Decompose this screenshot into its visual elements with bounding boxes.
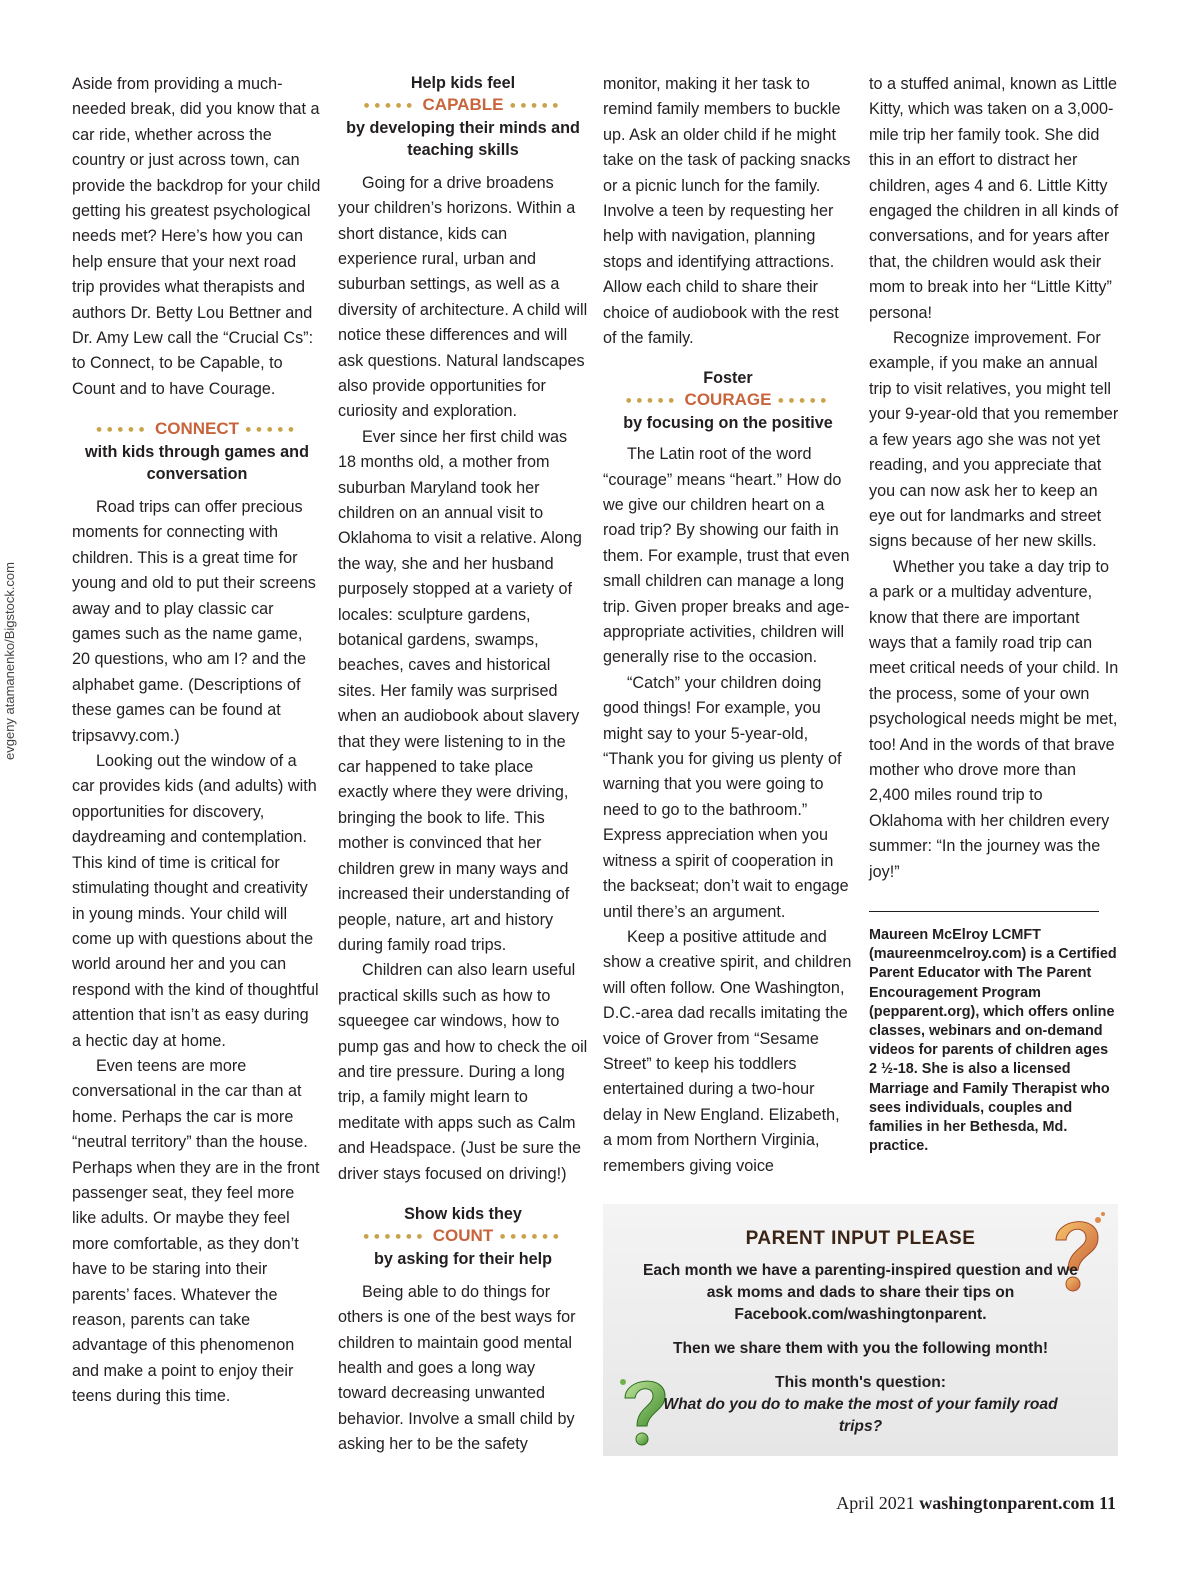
body-paragraph: Whether you take a day trip to a park or a multiday adventure, know that there are important ways that a family road trip can meet critical needs of your child. In the process, some of your own psychological needs might be met, too! And in the words of that brave mother who drove more than 2,400 miles round trip to Oklahoma with her children every summer: “In the journey was the joy!” xyxy=(869,557,1119,881)
body-paragraph: Keep a positive attitude and show a creative spirit, and children will often follow. One Washington, D.C.-area dad recalls imitating the voice of Grover from “Sesame Street” to keep his toddlers entertained during a two-hour delay in New England. Elizabeth, a mom from Northern Virginia, remembers giving voice xyxy=(603,927,852,1175)
heading-subtitle: by focusing on the positive xyxy=(623,414,833,433)
question-label: This month's question: xyxy=(775,1374,946,1391)
box-body xyxy=(643,1260,1078,1438)
body-paragraph: Being able to do things for others is one of the best ways for children to maintain good mental health and goes a long way toward decreasing unwanted behavior. Involve a small child by asking her to be the safety xyxy=(338,1282,576,1454)
box-followup: Then we share them with you the following month! xyxy=(672,1340,1049,1357)
site-name: washingtonparent.com xyxy=(919,1493,1095,1513)
heading-keyword: CONNECT xyxy=(154,419,240,439)
dots-divider: ●●●●● xyxy=(363,99,417,112)
body-paragraph: Going for a drive broadens your children’s horizons. Within a short distance, kids can experience rural, urban and suburban settings, as well as a diversity of architecture. A child will notice these differences and will ask questions. Natural landscapes also provide opportunities for curiosity and exploration. xyxy=(338,173,588,421)
column-4 xyxy=(869,72,1119,1156)
box-intro: Each month we have a parenting-inspired question and we ask moms and dads to share their tips on Facebook.com/washingtonparent. xyxy=(643,1262,1078,1323)
author-bio xyxy=(869,926,1119,1156)
photo-credit-text: evgeny atamanenko/Bigstock.com xyxy=(2,562,17,760)
heading-pretitle: Foster xyxy=(703,369,753,388)
body-paragraph: Children can also learn useful practical skills such as how to squeegee car windows, how to pump gas and how to check the oil and tire pressure. During a long trip, a family might learn to meditate with apps such as Calm and Headspace. (Just be sure the driver stays focused on driving!) xyxy=(338,961,588,1183)
dots-divider: ●●●●●● xyxy=(499,1230,564,1243)
body-paragraph: “Catch” your children doing good things! For example, you might say to your 5-year-old, “Thank you for giving us plenty of warning that you were going to need to go to the bathroom.” Express appreciation when you witness a spirit of cooperation in the backseat; don’t wait to engage until there’s an argument. xyxy=(603,673,849,921)
section-heading-capable xyxy=(338,72,588,161)
author-bio-text: Maureen McElroy LCMFT (maureenmcelroy.com) is a Certified Parent Educator with The Parent Encouragement Program (pepparent.org), which offers online classes, webinars and on-demand videos for parents of children ages 2 ½-18. She is also a licensed Marriage and Family Therapist who sees individuals, couples and families in her Bethesda, Md. practice. xyxy=(869,927,1117,1155)
parent-input-box xyxy=(603,1204,1118,1456)
column-1 xyxy=(72,72,322,1410)
dots-divider: ●●●●● xyxy=(625,395,679,408)
dots-divider: ●●●●● xyxy=(777,395,831,408)
body-paragraph: Ever since her first child was 18 months old, a mother from suburban Maryland took her children on an annual visit to Oklahoma to visit a relative. Along the way, she and her husband purposely stopped at a variety of locales: sculpture gardens, botanical gardens, swamps, beaches, caves and historical sites. Her family was surprised when an audiobook about slavery that they were listening to in the car happened to take place exactly where they were driving, bringing the book to life. This mother is convinced that her children grew in many ways and increased their understanding of people, nature, art and history during family road trips. xyxy=(338,427,582,954)
column-3 xyxy=(603,72,853,1179)
body-paragraph: Road trips can offer precious moments for connecting with children. This is a great time for young and old to put their screens away and to play classic car games such as the name game, 20 questions, who am I? and the alphabet game. (Descriptions of these games can be found at tripsavvy.com.) xyxy=(72,498,316,745)
section-heading-count xyxy=(338,1203,588,1270)
issue-date: April 2021 xyxy=(836,1493,915,1513)
intro-paragraph: Aside from providing a much-needed break, did you know that a car ride, whether across the country or just across town, can provide the backdrop for your child getting his greatest psychological needs met? Here’s how you can help ensure that your next road trip provides what therapists and authors Dr. Betty Lou Bettner and Dr. Amy Lew call the “Crucial Cs”: to Connect, to be Capable, to Count and to have Courage. xyxy=(72,75,321,398)
page-number: 11 xyxy=(1098,1493,1116,1513)
body-paragraph: The Latin root of the word “courage” means “heart.” How do we give our children heart on a road trip? By showing our faith in them. For example, trust that even small children can manage a long trip. Given proper breaks and age-appropriate activities, children will generally rise to the occasion. xyxy=(603,445,850,667)
divider-rule xyxy=(869,911,1099,912)
body-paragraph: monitor, making it her task to remind family members to buckle up. Ask an older child if he might take on the task of packing snacks or a picnic lunch for the family. Involve a teen by requesting her help with navigation, planning stops and identifying attractions. Allow each child to share their choice of audiobook with the rest of the family. xyxy=(603,75,851,348)
dots-divider: ●●●●● xyxy=(245,424,299,436)
page-footer xyxy=(836,1493,1116,1514)
heading-pretitle: Help kids feel xyxy=(410,74,516,92)
section-heading-courage xyxy=(603,367,853,434)
heading-keyword: CAPABLE xyxy=(422,95,504,114)
heading-keyword: COURAGE xyxy=(684,390,772,410)
dots-divider: ●●●●● xyxy=(509,99,563,112)
body-paragraph: to a stuffed animal, known as Little Kitty, which was taken on a 3,000-mile trip her family took. She did this in an effort to distract her children, ages 4 and 6. Little Kitty engaged the children in all kinds of conversations, and for years after that, the children would ask their mom to break into her “Little Kitty” persona! xyxy=(869,75,1119,322)
box-title: PARENT INPUT PLEASE xyxy=(745,1228,976,1249)
body-paragraph: Even teens are more conversational in the car than at home. Perhaps the car is more “neutral territory” than the house. Perhaps when they are in the front passenger seat, they feel more like adults. Or maybe they feel more comfortable, as they don’t have to be staring into their parents’ faces. Whatever the reason, parents can take advantage of this phenomenon and make a point to enjoy their teens during this time. xyxy=(72,1056,320,1406)
heading-subtitle: by developing their minds and teaching skills xyxy=(346,118,580,159)
monthly-question: What do you do to make the most of your family road trips? xyxy=(663,1396,1058,1435)
section-heading-connect xyxy=(72,418,322,485)
heading-subtitle: by asking for their help xyxy=(373,1249,553,1268)
body-paragraph: Recognize improvement. For example, if you make an annual trip to visit relatives, you might tell your 9-year-old that you remember a few years ago she was not yet reading, and you appreciate that you can now ask her to keep an eye out for landmarks and street signs because of her new skills. xyxy=(869,329,1119,551)
heading-keyword: COUNT xyxy=(432,1225,494,1245)
photo-credit xyxy=(2,562,18,776)
heading-pretitle: Show kids they xyxy=(404,1204,522,1223)
dots-divider: ●●●●● xyxy=(95,424,149,436)
heading-subtitle: with kids through games and conversation xyxy=(85,443,309,483)
dots-divider: ●●●●●● xyxy=(362,1230,427,1243)
body-paragraph: Looking out the window of a car provides kids (and adults) with opportunities for discovery, daydreaming and contemplation. This kind of time is critical for stimulating thought and creativity in young minds. Your child will come up with questions about the world around her and you can respond with the kind of thoughtful attention that isn’t as easy during a hectic day at home. xyxy=(72,752,319,1050)
column-2 xyxy=(338,72,588,1458)
